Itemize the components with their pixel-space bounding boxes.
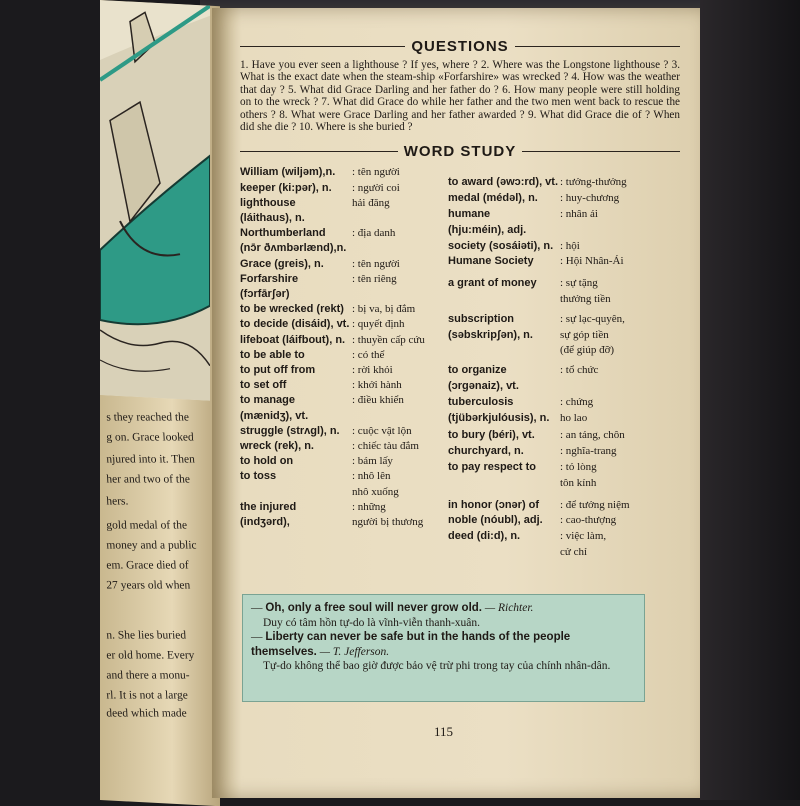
word-study-entry — [240, 227, 450, 240]
left-page-line: hers. — [106, 495, 129, 508]
word-study-term: to be able to — [240, 348, 305, 361]
word-study-definition: : khởi hành — [352, 379, 402, 392]
word-study-term: Humane Society — [448, 255, 534, 268]
word-study-entry — [448, 412, 683, 425]
word-study-definition: : người coi — [352, 181, 400, 194]
word-study-term: medal (médəl), n. — [448, 192, 538, 205]
word-study-term: to manage — [240, 394, 296, 407]
left-page-line: er old home. Every — [106, 649, 195, 662]
word-study-entry — [448, 364, 683, 377]
quote-vietnamese: Tự-do không thể bao giờ được bảo vệ trừ phi trong tay của chính nhân-dân. — [263, 660, 611, 672]
word-study-entry — [240, 455, 450, 468]
word-study-entry — [240, 470, 450, 483]
word-study-entry — [240, 288, 450, 301]
word-study-definition: (để giúp đỡ) — [560, 344, 615, 357]
word-study-definition: : an táng, chôn — [560, 429, 625, 442]
word-study-term: to be wrecked (rekt) — [240, 303, 344, 316]
word-study-definition — [352, 288, 450, 301]
word-study-entry — [240, 273, 450, 286]
word-study-term: (səbskripʃən), n. — [448, 328, 533, 341]
word-study-definition — [560, 380, 683, 393]
word-study-term: to bury (béri), vt. — [448, 429, 535, 442]
word-study-entry — [240, 379, 450, 392]
left-page-line: her and two of the — [106, 473, 191, 486]
word-study-term: (fɔrfārʃər) — [240, 288, 290, 301]
word-study-term: churchyard, n. — [448, 445, 524, 458]
word-study-entry — [240, 212, 450, 225]
word-study-entry — [240, 394, 450, 407]
word-study-definition — [352, 242, 450, 255]
word-study-definition: : sự lạc-quyên, — [560, 312, 625, 325]
word-study-entry — [240, 516, 450, 529]
word-study-term: (mænidʒ), vt. — [240, 409, 309, 422]
word-study-definition: : những — [352, 500, 386, 513]
word-study-term: wreck (rek), n. — [240, 440, 314, 453]
word-study-term: to organize — [448, 364, 507, 377]
word-study-entry — [240, 258, 450, 271]
word-study-term: tuberculosis — [448, 395, 514, 408]
word-study-term: deed (di:d), n. — [448, 530, 521, 543]
word-study-definition: : huy-chương — [560, 192, 620, 205]
word-study-term — [448, 293, 560, 306]
word-study-term: lighthouse — [240, 196, 296, 209]
quote-box — [242, 594, 645, 702]
word-study-entry — [240, 182, 450, 195]
quote-author: — T. Jefferson. — [316, 645, 390, 658]
word-study-definition: : chứng — [560, 395, 594, 408]
questions-heading: QUESTIONS — [240, 38, 680, 55]
word-study-term: humane — [448, 208, 491, 221]
word-study-entry — [240, 501, 450, 514]
word-study-term: struggle (strʌgl), n. — [240, 424, 340, 437]
left-page-line: deed which made — [106, 707, 188, 720]
word-study-definition: ho lao — [560, 411, 588, 424]
quote-vietnamese: Duy có tâm hồn tự-do là vĩnh-viễn thanh-xuân. — [263, 616, 481, 629]
page-number: 115 — [434, 724, 454, 739]
quote-author: — Richter. — [482, 602, 534, 614]
word-study-entry — [240, 166, 450, 179]
word-study-entry — [240, 364, 450, 377]
word-study-term: keeper (ki:pər), n. — [240, 181, 332, 194]
word-study-term: to hold on — [240, 455, 294, 468]
word-study-entry — [448, 293, 683, 306]
word-study-entry — [448, 224, 683, 237]
word-study-entry — [240, 425, 450, 438]
word-study-definition: : tỏ lòng — [560, 461, 597, 474]
word-study-definition: : việc làm, — [560, 530, 607, 543]
word-study-definition: hải đăng — [352, 196, 390, 209]
word-study-definition: : tổ chức — [560, 364, 599, 377]
word-study-term: to award (əwɔ:rd), vt. — [448, 176, 559, 189]
word-study-entry — [240, 197, 450, 210]
left-page-line: njured into it. Then — [106, 453, 196, 466]
word-study-definition: : cao-thượng — [560, 514, 617, 527]
word-study-term — [448, 477, 560, 490]
word-study-entry — [448, 530, 683, 543]
word-study-term: in honor (ɔnər) of — [448, 498, 540, 511]
word-study-definition: sự góp tiền — [560, 328, 609, 341]
word-study-term: (tjübərkjulóusis), n. — [448, 411, 550, 424]
word-study-definition — [560, 224, 683, 237]
word-study-entry — [448, 514, 683, 527]
word-study-definition — [352, 410, 450, 423]
word-study-definition: : tên người — [352, 257, 400, 270]
word-study-entry — [448, 255, 683, 268]
word-study-entry — [240, 486, 450, 499]
word-study-entry — [240, 440, 450, 453]
word-study-definition: : tên người — [352, 166, 400, 179]
quote-english: — Oh, only a free soul will never grow old. — Richter. — [251, 602, 534, 614]
word-study-definition: : chiếc tàu đắm — [352, 440, 419, 453]
word-study-entry — [448, 477, 683, 490]
word-study-entry — [448, 396, 683, 409]
quote-english: — Liberty can never be safe but in the hands of the people themselves. — T. Jefferson. — [251, 631, 571, 658]
word-study-heading: WORD STUDY — [240, 143, 680, 160]
word-study-term: to set off — [240, 379, 287, 392]
word-study-term: to toss — [240, 470, 277, 483]
word-study-term: Northumberland — [240, 227, 326, 240]
word-study-entry — [448, 240, 683, 253]
word-study-entry — [448, 461, 683, 474]
word-study-term — [240, 486, 352, 499]
word-study-term: to pay respect to — [448, 461, 537, 474]
word-study-definition: : quyết định — [352, 318, 405, 331]
word-study-term: to put off from — [240, 364, 316, 377]
word-study-entry — [448, 380, 683, 393]
main-page — [212, 8, 700, 798]
word-study-definition: : tưởng-thưởng — [560, 176, 627, 189]
word-study-entry — [448, 313, 683, 326]
word-study-definition: cử chỉ — [560, 546, 588, 559]
word-study-term: the injured — [240, 500, 297, 513]
word-study-definition: : nhô lên — [352, 470, 391, 483]
word-study-term — [448, 546, 560, 559]
word-study-entry — [448, 344, 683, 357]
word-study-term: William (wiljəm),n. — [240, 166, 336, 179]
word-study-entry — [240, 242, 450, 255]
word-study-term — [448, 344, 560, 357]
word-study-term: subscription — [448, 312, 515, 325]
word-study-definition: : thuyền cấp cứu — [352, 333, 425, 346]
word-study-entry — [448, 176, 683, 189]
left-page-line: and there a monu- — [106, 669, 190, 682]
boat-illustration — [100, 0, 210, 401]
word-study-term: Forfarshire — [240, 272, 299, 285]
word-study-definition: : có thể — [352, 348, 385, 361]
word-study-definition: : điều khiển — [352, 394, 404, 407]
questions-text: 1. Have you ever seen a lighthouse ? If yes, where ? 2. Where was the Longstone lighthouse ? 3. What is the exact date when the steam-ship «Forfarshire» was wrecked ? 4. How was the weather that day ? 5. What did Grace Darling and her father do ? 6. How many people were still holding on to the wreck ? 7. What did Grace do while her father and the two men went back to rescue the others ? 8. What were Grace Darling and her father awarded ? 9. What did Grace die of ? When did she die ? 10. Where is she buried ? — [240, 59, 680, 134]
word-study-definition: nhô xuống — [352, 485, 399, 498]
left-page-line: 27 years old when — [106, 579, 191, 592]
left-page-line: rl. It is not a large — [106, 689, 189, 702]
word-study-entry — [240, 349, 450, 362]
word-study-definition: : rời khỏi — [352, 364, 393, 377]
word-study-definition: người bị thương — [352, 516, 424, 529]
word-study-definition: : bám lấy — [352, 455, 393, 468]
word-study-definition: : tên riêng — [352, 272, 397, 285]
word-study-definition: : sự tặng — [560, 277, 598, 290]
word-study-term: (indʒərd), — [240, 516, 290, 529]
word-study-definition: : hội — [560, 239, 580, 252]
word-study-entry — [448, 329, 683, 342]
word-study-term: a grant of money — [448, 277, 537, 290]
left-page-line: g on. Grace looked — [106, 431, 195, 444]
word-study-term: Grace (greis), n. — [240, 257, 324, 270]
word-study-term: (ɔrgənaiz), vt. — [448, 380, 519, 393]
word-study-definition: : nhân ái — [560, 208, 598, 221]
word-study-definition — [352, 212, 450, 225]
word-study-term: (nɔ̄r ðʌmbərlænd),n. — [240, 242, 347, 255]
word-study-entry — [448, 277, 683, 290]
word-study-term: to decide (disáid), vt. — [240, 318, 350, 331]
word-study-term: lifeboat (láifbout), n. — [240, 333, 346, 346]
word-study-term: society (sosáiəti), n. — [448, 239, 554, 252]
word-study-definition: : cuộc vật lộn — [352, 424, 412, 437]
word-study-definition: : để tưởng niệm — [560, 498, 630, 511]
left-page-line: n. She lies buried — [106, 629, 187, 642]
word-study-entry — [240, 334, 450, 347]
left-page-line: em. Grace died of — [106, 559, 189, 572]
word-study-term: (láithaus), n. — [240, 212, 305, 225]
word-study-term: noble (nóubl), adj. — [448, 514, 543, 527]
word-study-definition: : địa danh — [352, 227, 396, 240]
word-study-entry — [448, 445, 683, 458]
word-study-definition: : nghĩa-trang — [560, 445, 617, 458]
word-study-definition: thưởng tiền — [560, 293, 611, 306]
word-study-entry — [448, 429, 683, 442]
word-study-entry — [448, 546, 683, 559]
word-study-definition: : Hội Nhân-Ái — [560, 255, 624, 268]
word-study-entry — [240, 318, 450, 331]
left-page — [100, 0, 220, 806]
word-study-definition: : bị va, bị đắm — [352, 303, 416, 316]
left-page-line: money and a public — [106, 539, 197, 552]
word-study-entry — [448, 499, 683, 512]
word-study-entry — [240, 303, 450, 316]
word-study-entry — [448, 208, 683, 221]
background-right — [700, 0, 800, 800]
word-study-table — [240, 162, 680, 557]
left-page-line: s they reached the — [106, 411, 190, 424]
left-page-line: gold medal of the — [106, 519, 188, 532]
word-study-term: (hju:méin), adj. — [448, 223, 527, 236]
word-study-entry — [240, 410, 450, 423]
word-study-entry — [448, 192, 683, 205]
word-study-definition: tôn kính — [560, 476, 597, 489]
